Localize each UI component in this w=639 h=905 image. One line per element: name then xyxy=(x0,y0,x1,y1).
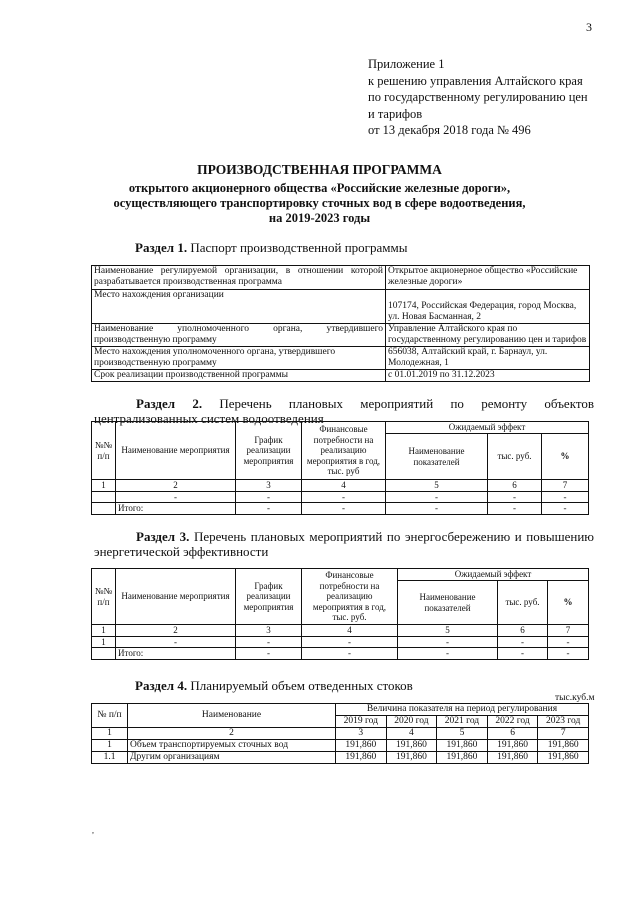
value-cell: 191,860 xyxy=(538,740,589,752)
passport-value: Управление Алтайского края по государственному регулированию цен и тарифов xyxy=(386,324,590,347)
passport-value: Открытое акционерное общество «Российские железные дороги» xyxy=(386,266,590,290)
col-header-year: 2020 год xyxy=(386,716,437,728)
col-number: 3 xyxy=(236,480,302,492)
section3-heading xyxy=(94,530,594,559)
col-header-thous: тыс. руб. xyxy=(498,581,548,625)
appendix-line: от 13 декабря 2018 года № 496 xyxy=(368,123,531,137)
col-number: 3 xyxy=(336,728,387,740)
table-cell: 1 xyxy=(92,636,116,648)
table-cell: - xyxy=(302,491,386,503)
passport-value: с 01.01.2019 по 31.12.2023 xyxy=(386,370,590,382)
passport-key: Место нахождения уполномоченного органа, утвердившего производственную программу xyxy=(92,347,386,370)
col-number: 2 xyxy=(116,480,236,492)
table-row xyxy=(92,728,589,740)
table-cell: - xyxy=(236,636,302,648)
planned-volume-table xyxy=(91,703,589,764)
table-cell: - xyxy=(236,491,302,503)
col-header-pct: % xyxy=(542,434,589,480)
value-cell: 191,860 xyxy=(487,752,538,764)
table-row xyxy=(92,648,589,660)
appendix-block xyxy=(368,56,588,139)
col-header-num: №№ п/п xyxy=(92,422,116,480)
section2-label: Раздел 2. xyxy=(136,396,203,411)
value-cell: 191,860 xyxy=(386,740,437,752)
table-cell: - xyxy=(386,503,488,515)
section1-label: Раздел 1. xyxy=(135,240,188,255)
col-number: 2 xyxy=(116,625,236,637)
table-row xyxy=(92,704,589,716)
subtitle-line: осуществляющего транспортировку сточных вод в сфере водоотведения, xyxy=(113,196,526,210)
passport-value: 656038, Алтайский край, г. Барнаул, ул. Молодежная, 1 xyxy=(386,347,590,370)
section3-label: Раздел 3. xyxy=(136,529,190,544)
col-header-name: Наименование мероприятия xyxy=(116,422,236,480)
col-header-finance: Финансовые потребности на реализацию мероприятия в год, тыс. руб xyxy=(302,422,386,480)
col-number: 5 xyxy=(386,480,488,492)
col-number: 5 xyxy=(398,625,498,637)
table-cell: - xyxy=(498,636,548,648)
col-number: 2 xyxy=(128,728,336,740)
col-header-schedule: График реализации мероприятия xyxy=(236,569,302,625)
col-header-num: № п/п xyxy=(92,704,128,728)
col-header-finance: Финансовые потребности на реализацию мероприятия в год, тыс. руб. xyxy=(302,569,398,625)
section2-text: Перечень плановых мероприятий по ремонту объектов централизованных систем водоотведения xyxy=(94,396,594,426)
page-number: 3 xyxy=(586,20,592,34)
table-row xyxy=(92,370,590,382)
section3-text: Перечень плановых мероприятий по энергосбережению и повышению энергетической эффективности xyxy=(94,529,594,559)
table-cell xyxy=(92,648,116,660)
subtitle-line: открытого акционерного общества «Российские железные дороги», xyxy=(128,181,511,195)
table-cell: - xyxy=(548,648,589,660)
col-number: 7 xyxy=(542,480,589,492)
table-row xyxy=(92,740,589,752)
value-cell: 191,860 xyxy=(386,752,437,764)
appendix-line: Приложение 1 xyxy=(368,57,445,71)
total-label: Итого: xyxy=(116,503,236,515)
row-number: 1 xyxy=(92,740,128,752)
col-number: 6 xyxy=(488,480,542,492)
document-subtitle xyxy=(0,181,639,226)
col-header-effect: Ожидаемый эффект xyxy=(386,422,589,434)
table-cell: - xyxy=(116,636,236,648)
appendix-line: по государственному регулированию цен xyxy=(368,90,588,104)
table-cell: - xyxy=(398,636,498,648)
col-number: 6 xyxy=(487,728,538,740)
table-row xyxy=(92,290,590,324)
col-header-year: 2021 год xyxy=(437,716,488,728)
section1-text: Паспорт производственной программы xyxy=(190,240,408,255)
section1-heading xyxy=(135,240,407,256)
total-label: Итого: xyxy=(116,648,236,660)
row-name: Объем транспортируемых сточных вод xyxy=(128,740,336,752)
table-cell: - xyxy=(398,648,498,660)
table-cell: - xyxy=(386,491,488,503)
table-cell xyxy=(92,503,116,515)
table-cell xyxy=(92,491,116,503)
table-cell: - xyxy=(488,503,542,515)
table-cell: - xyxy=(542,503,589,515)
col-header-effect: Ожидаемый эффект xyxy=(398,569,589,581)
table-row xyxy=(92,491,589,503)
table-cell: - xyxy=(488,491,542,503)
col-header-schedule: График реализации мероприятия xyxy=(236,422,302,480)
table-row xyxy=(92,266,590,290)
section4-text: Планируемый объем отведенных стоков xyxy=(190,678,413,693)
table-cell: - xyxy=(116,491,236,503)
col-number: 4 xyxy=(386,728,437,740)
appendix-line: к решению управления Алтайского края xyxy=(368,73,583,88)
table-cell: - xyxy=(302,503,386,515)
col-header-year: 2019 год xyxy=(336,716,387,728)
col-header-name: Наименование xyxy=(128,704,336,728)
col-number: 4 xyxy=(302,625,398,637)
unit-label: тыс.куб.м xyxy=(555,693,595,703)
subtitle-line: на 2019-2023 годы xyxy=(268,211,371,225)
value-cell: 191,860 xyxy=(437,740,488,752)
table-cell: - xyxy=(542,491,589,503)
table-row xyxy=(92,625,589,637)
value-cell: 191,860 xyxy=(538,752,589,764)
passport-key: Срок реализации производственной программы xyxy=(92,370,386,382)
col-number: 4 xyxy=(302,480,386,492)
appendix-line: и тарифов xyxy=(368,106,423,121)
col-number: 1 xyxy=(92,480,116,492)
value-cell: 191,860 xyxy=(437,752,488,764)
value-cell: 191,860 xyxy=(336,752,387,764)
col-header-year: 2022 год xyxy=(487,716,538,728)
col-header-num: №№ п/п xyxy=(92,569,116,625)
col-number: 7 xyxy=(548,625,589,637)
table-row xyxy=(92,752,589,764)
col-number: 7 xyxy=(538,728,589,740)
table-row xyxy=(92,636,589,648)
value-cell: 191,860 xyxy=(336,740,387,752)
col-header-name: Наименование мероприятия xyxy=(116,569,236,625)
scan-mark: , xyxy=(92,826,94,835)
col-number: 1 xyxy=(92,728,128,740)
section4-heading xyxy=(135,678,413,694)
col-number: 3 xyxy=(236,625,302,637)
table-row xyxy=(92,422,589,434)
passport-key: Наименование уполномоченного органа, утвердившего производственную программу xyxy=(92,324,386,347)
table-cell: - xyxy=(302,648,398,660)
passport-key: Место нахождения организации xyxy=(92,290,386,324)
table-row xyxy=(92,480,589,492)
row-number: 1.1 xyxy=(92,752,128,764)
col-number: 6 xyxy=(498,625,548,637)
row-name: Другим организациям xyxy=(128,752,336,764)
document-title: ПРОИЗВОДСТВЕННАЯ ПРОГРАММА xyxy=(197,162,442,177)
col-number: 1 xyxy=(92,625,116,637)
col-header-indicator: Наименование показателей xyxy=(398,581,498,625)
passport-value: 107174, Российская Федерация, город Москва, ул. Новая Басманная, 2 xyxy=(386,290,590,324)
table-cell: - xyxy=(236,503,302,515)
energy-measures-table xyxy=(91,568,589,660)
table-cell: - xyxy=(302,636,398,648)
passport-table xyxy=(91,265,590,382)
section4-label: Раздел 4. xyxy=(135,678,188,693)
table-row xyxy=(92,347,590,370)
table-cell: - xyxy=(548,636,589,648)
table-row xyxy=(92,324,590,347)
table-row xyxy=(92,503,589,515)
table-row xyxy=(92,569,589,581)
col-header-pct: % xyxy=(548,581,589,625)
table-cell: - xyxy=(236,648,302,660)
col-header-thous: тыс. руб. xyxy=(488,434,542,480)
passport-key: Наименование регулируемой организации, в отношении которой разрабатывается производственная программа xyxy=(92,266,386,290)
repair-measures-table xyxy=(91,421,589,515)
col-number: 5 xyxy=(437,728,488,740)
value-cell: 191,860 xyxy=(487,740,538,752)
col-header-year: 2023 год xyxy=(538,716,589,728)
table-cell: - xyxy=(498,648,548,660)
col-header-period: Величина показателя на период регулирования xyxy=(336,704,589,716)
col-header-indicator: Наименование показателей xyxy=(386,434,488,480)
